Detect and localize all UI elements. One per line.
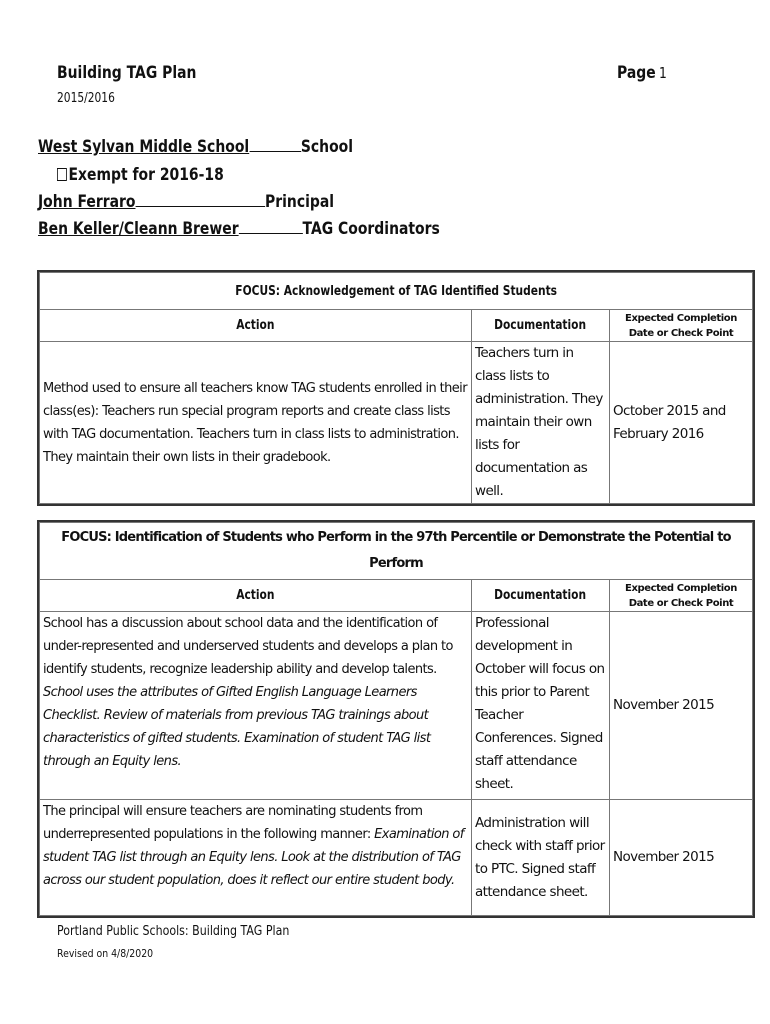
exempt-text: Exempt for 2016-18	[68, 165, 224, 185]
action-italic-text: School uses the attributes of Gifted English Language Learners Checklist. Review of materials from previous TAG trainings about characteristics of gifted students. Examination of student TAG list through an Equity lens.	[43, 685, 431, 769]
completion-column-header: Expected Completion Date or Check Point	[610, 310, 753, 342]
focus-heading: FOCUS: Acknowledgement of TAG Identified Students	[40, 273, 753, 310]
coordinators-name: Ben Keller/Cleann Brewer	[38, 219, 239, 239]
principal-name: John Ferraro	[38, 192, 136, 212]
documentation-cell: Professional development in October will focus on this prior to Parent Teacher Conferences. Signed staff attendance sheet.	[472, 612, 610, 800]
coordinators-label: TAG Coordinators	[302, 219, 440, 239]
documentation-cell: Administration will check with staff prior to PTC. Signed staff attendance sheet.	[472, 800, 610, 916]
documentation-column-header: Documentation	[472, 580, 610, 612]
principal-label: Principal	[265, 192, 335, 212]
school-year: 2015/2016	[57, 91, 115, 106]
page-indicator: Page 1	[617, 63, 667, 83]
action-cell	[40, 612, 472, 800]
action-column-header: Action	[40, 310, 472, 342]
completion-cell: November 2015	[610, 800, 753, 916]
footer-revised: Revised on 4/8/2020	[57, 947, 154, 960]
action-text: School has a discussion about school data and the identification of under-represented and underserved students and develops a plan to identify students, recognize leadership ability and develop talents.	[43, 616, 453, 677]
plan-title: Building TAG Plan	[57, 63, 197, 83]
action-italic-text: Examination of student TAG list through an Equity lens. Look at the distribution of TAG across our student population, does it reflect our entire student body.	[43, 827, 464, 888]
action-cell: Method used to ensure all teachers know TAG students enrolled in their class(es): Teachers run special program reports and create class lists with TAG documentation. Teachers turn in class lists to administration. They maintain their own lists in their gradebook.	[40, 342, 472, 504]
action-text: The principal will ensure teachers are nominating students from underrepresented populations in the following manner:	[43, 804, 423, 842]
footer-title: Portland Public Schools: Building TAG Plan	[57, 924, 290, 939]
acknowledgement-table	[37, 270, 755, 506]
exempt-checkbox[interactable]	[57, 168, 67, 181]
documentation-column-header: Documentation	[472, 310, 610, 342]
completion-cell: November 2015	[610, 612, 753, 800]
focus-heading: FOCUS: Identification of Students who Perform in the 97th Percentile or Demonstrate the Potential to Perform	[40, 523, 753, 580]
completion-cell: October 2015 and February 2016	[610, 342, 753, 504]
completion-column-header: Expected Completion Date or Check Point	[610, 580, 753, 612]
school-label: School	[300, 137, 354, 157]
school-line	[38, 137, 422, 157]
principal-line	[38, 192, 399, 212]
documentation-cell: Teachers turn in class lists to administration. They maintain their own lists for documentation as well.	[472, 342, 610, 504]
action-cell	[40, 800, 472, 916]
action-column-header: Action	[40, 580, 472, 612]
identification-table	[37, 520, 755, 918]
school-name: West Sylvan Middle School	[38, 137, 250, 157]
exempt-line	[57, 165, 260, 185]
coordinators-line	[38, 219, 528, 239]
